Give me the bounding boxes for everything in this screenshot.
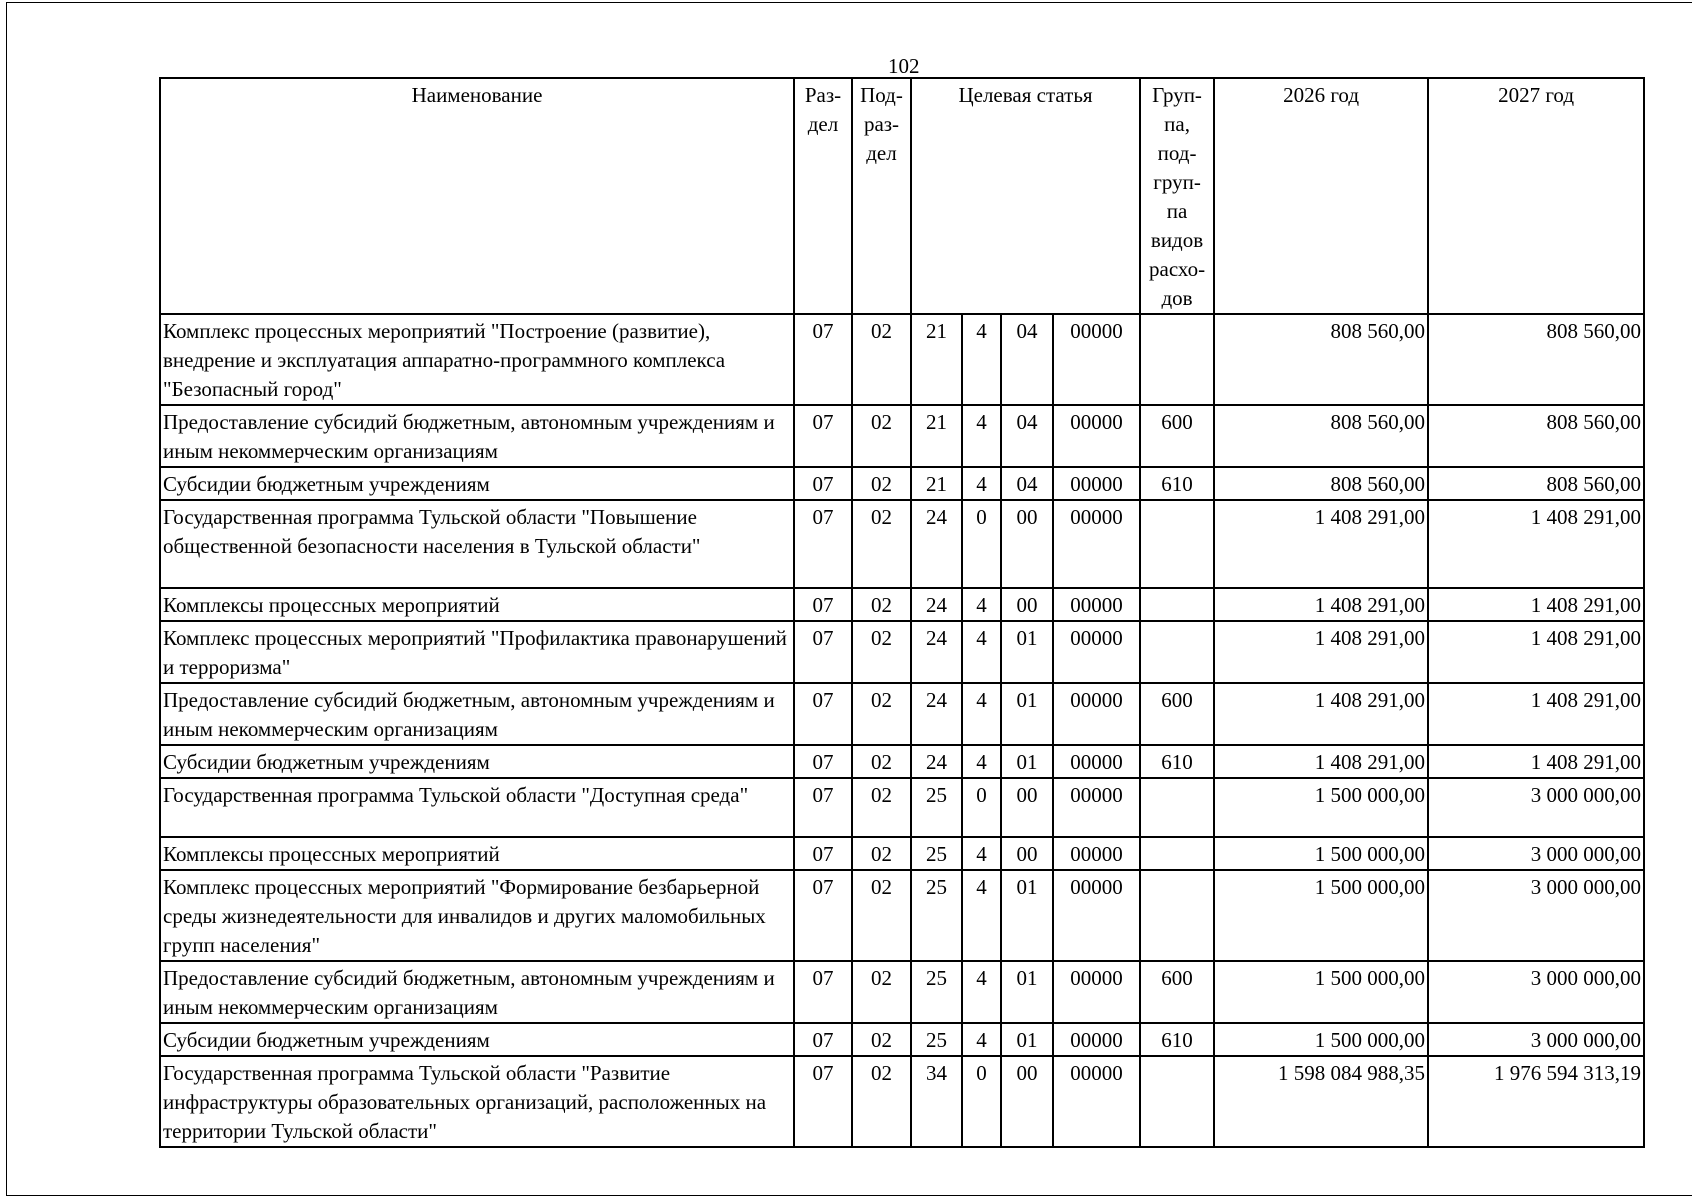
cell-name: Предоставление субсидий бюджетным, автономным учреждениям и иным некоммерческим организациям: [160, 405, 794, 467]
cell-target-sub: 01: [1001, 961, 1053, 1023]
cell-podrazdel: 02: [852, 1056, 911, 1147]
cell-name: Предоставление субсидий бюджетным, автономным учреждениям и иным некоммерческим организациям: [160, 683, 794, 745]
cell-2027: 808 560,00: [1428, 405, 1644, 467]
cell-razdel: 07: [794, 745, 852, 778]
cell-2027: 1 408 291,00: [1428, 588, 1644, 621]
cell-target-type: 4: [962, 961, 1001, 1023]
cell-group: [1140, 778, 1214, 837]
cell-group: [1140, 500, 1214, 588]
cell-2026: 1 500 000,00: [1214, 870, 1428, 961]
cell-target-program: 21: [911, 314, 962, 405]
cell-target-program: 25: [911, 870, 962, 961]
cell-group: [1140, 837, 1214, 870]
cell-target-type: 4: [962, 621, 1001, 683]
cell-2027: 808 560,00: [1428, 314, 1644, 405]
cell-2026: 1 500 000,00: [1214, 778, 1428, 837]
cell-podrazdel: 02: [852, 1023, 911, 1056]
cell-2026: 808 560,00: [1214, 314, 1428, 405]
cell-name: Государственная программа Тульской области "Доступная среда": [160, 778, 794, 837]
cell-target-direction: 00000: [1053, 405, 1140, 467]
cell-razdel: 07: [794, 314, 852, 405]
cell-2026: 808 560,00: [1214, 405, 1428, 467]
table-row: [160, 837, 1644, 870]
cell-group: 610: [1140, 1023, 1214, 1056]
cell-target-direction: 00000: [1053, 870, 1140, 961]
cell-target-type: 0: [962, 500, 1001, 588]
table-row: [160, 588, 1644, 621]
cell-razdel: 07: [794, 621, 852, 683]
cell-target-program: 25: [911, 1023, 962, 1056]
cell-podrazdel: 02: [852, 500, 911, 588]
header-name: Наименование: [160, 78, 794, 314]
cell-2027: 1 408 291,00: [1428, 745, 1644, 778]
cell-podrazdel: 02: [852, 405, 911, 467]
cell-2026: 1 408 291,00: [1214, 588, 1428, 621]
cell-podrazdel: 02: [852, 778, 911, 837]
page-number: 102: [888, 54, 920, 78]
cell-podrazdel: 02: [852, 870, 911, 961]
cell-razdel: 07: [794, 778, 852, 837]
cell-2026: 1 408 291,00: [1214, 745, 1428, 778]
table-row: [160, 314, 1644, 405]
cell-target-type: 4: [962, 467, 1001, 500]
cell-target-program: 24: [911, 588, 962, 621]
cell-target-program: 24: [911, 683, 962, 745]
cell-target-sub: 01: [1001, 745, 1053, 778]
cell-target-direction: 00000: [1053, 588, 1140, 621]
cell-group: 610: [1140, 467, 1214, 500]
cell-target-direction: 00000: [1053, 621, 1140, 683]
table-row: [160, 778, 1644, 837]
cell-target-type: 0: [962, 778, 1001, 837]
cell-target-type: 4: [962, 405, 1001, 467]
table-row: [160, 405, 1644, 467]
cell-podrazdel: 02: [852, 588, 911, 621]
cell-group: 610: [1140, 745, 1214, 778]
table-row: [160, 745, 1644, 778]
cell-podrazdel: 02: [852, 837, 911, 870]
cell-target-sub: 00: [1001, 500, 1053, 588]
cell-name: Предоставление субсидий бюджетным, автономным учреждениям и иным некоммерческим организациям: [160, 961, 794, 1023]
cell-name: Комплекс процессных мероприятий "Построение (развитие), внедрение и эксплуатация аппаратно-программного комплекса "Безопасный город": [160, 314, 794, 405]
cell-target-program: 25: [911, 778, 962, 837]
cell-podrazdel: 02: [852, 621, 911, 683]
cell-target-program: 24: [911, 745, 962, 778]
cell-2027: 1 408 291,00: [1428, 500, 1644, 588]
cell-group: [1140, 1056, 1214, 1147]
cell-2026: 1 500 000,00: [1214, 961, 1428, 1023]
cell-target-sub: 04: [1001, 467, 1053, 500]
cell-razdel: 07: [794, 405, 852, 467]
cell-target-direction: 00000: [1053, 961, 1140, 1023]
budget-table: [159, 77, 1645, 1148]
cell-target-direction: 00000: [1053, 314, 1140, 405]
cell-2026: 1 598 084 988,35: [1214, 1056, 1428, 1147]
cell-target-direction: 00000: [1053, 837, 1140, 870]
cell-group: 600: [1140, 961, 1214, 1023]
cell-razdel: 07: [794, 500, 852, 588]
cell-podrazdel: 02: [852, 683, 911, 745]
cell-target-direction: 00000: [1053, 778, 1140, 837]
cell-name: Субсидии бюджетным учреждениям: [160, 745, 794, 778]
cell-target-type: 4: [962, 1023, 1001, 1056]
cell-target-type: 4: [962, 745, 1001, 778]
table-row: [160, 467, 1644, 500]
cell-2027: 3 000 000,00: [1428, 837, 1644, 870]
cell-target-direction: 00000: [1053, 467, 1140, 500]
cell-razdel: 07: [794, 1023, 852, 1056]
header-razdel: Раз-дел: [794, 78, 852, 314]
cell-razdel: 07: [794, 1056, 852, 1147]
cell-2026: 808 560,00: [1214, 467, 1428, 500]
cell-name: Комплексы процессных мероприятий: [160, 588, 794, 621]
cell-2026: 1 408 291,00: [1214, 500, 1428, 588]
cell-2027: 808 560,00: [1428, 467, 1644, 500]
table-row: [160, 1056, 1644, 1147]
cell-target-direction: 00000: [1053, 683, 1140, 745]
cell-2027: 3 000 000,00: [1428, 870, 1644, 961]
cell-podrazdel: 02: [852, 467, 911, 500]
header-2027: 2027 год: [1428, 78, 1644, 314]
cell-2027: 1 408 291,00: [1428, 621, 1644, 683]
cell-podrazdel: 02: [852, 961, 911, 1023]
header-group: Груп-па, под-груп-па видов расхо-дов: [1140, 78, 1214, 314]
cell-razdel: 07: [794, 961, 852, 1023]
header-2026: 2026 год: [1214, 78, 1428, 314]
cell-target-program: 24: [911, 621, 962, 683]
cell-name: Комплекс процессных мероприятий "Профилактика правонарушений и терроризма": [160, 621, 794, 683]
cell-2026: 1 500 000,00: [1214, 837, 1428, 870]
cell-target-program: 21: [911, 405, 962, 467]
table-row: [160, 500, 1644, 588]
cell-target-sub: 00: [1001, 588, 1053, 621]
cell-razdel: 07: [794, 837, 852, 870]
cell-2026: 1 408 291,00: [1214, 621, 1428, 683]
cell-group: [1140, 314, 1214, 405]
cell-target-type: 4: [962, 588, 1001, 621]
cell-target-sub: 00: [1001, 837, 1053, 870]
cell-group: 600: [1140, 405, 1214, 467]
table-row: [160, 961, 1644, 1023]
header-target: Целевая статья: [911, 78, 1140, 314]
cell-podrazdel: 02: [852, 314, 911, 405]
table-row: [160, 870, 1644, 961]
cell-razdel: 07: [794, 588, 852, 621]
cell-target-direction: 00000: [1053, 1023, 1140, 1056]
cell-target-sub: 04: [1001, 405, 1053, 467]
cell-group: [1140, 588, 1214, 621]
cell-name: Государственная программа Тульской области "Повышение общественной безопасности населения в Тульской области": [160, 500, 794, 588]
table-body: [160, 314, 1644, 1147]
cell-target-program: 24: [911, 500, 962, 588]
cell-target-sub: 00: [1001, 1056, 1053, 1147]
cell-target-program: 25: [911, 961, 962, 1023]
cell-target-program: 25: [911, 837, 962, 870]
cell-target-sub: 01: [1001, 870, 1053, 961]
cell-target-direction: 00000: [1053, 500, 1140, 588]
cell-razdel: 07: [794, 683, 852, 745]
cell-name: Комплекс процессных мероприятий "Формирование безбарьерной среды жизнедеятельности для инвалидов и других маломобильных групп населения": [160, 870, 794, 961]
table-row: [160, 621, 1644, 683]
cell-razdel: 07: [794, 870, 852, 961]
table-row: [160, 1023, 1644, 1056]
cell-target-type: 4: [962, 837, 1001, 870]
cell-target-direction: 00000: [1053, 1056, 1140, 1147]
cell-group: [1140, 621, 1214, 683]
cell-group: [1140, 870, 1214, 961]
cell-name: Комплексы процессных мероприятий: [160, 837, 794, 870]
cell-razdel: 07: [794, 467, 852, 500]
cell-name: Субсидии бюджетным учреждениям: [160, 467, 794, 500]
cell-2027: 3 000 000,00: [1428, 1023, 1644, 1056]
cell-2026: 1 500 000,00: [1214, 1023, 1428, 1056]
cell-target-type: 4: [962, 870, 1001, 961]
cell-target-sub: 04: [1001, 314, 1053, 405]
cell-group: 600: [1140, 683, 1214, 745]
cell-target-type: 4: [962, 683, 1001, 745]
cell-2027: 1 408 291,00: [1428, 683, 1644, 745]
cell-target-type: 4: [962, 314, 1001, 405]
cell-2027: 3 000 000,00: [1428, 778, 1644, 837]
cell-target-type: 0: [962, 1056, 1001, 1147]
cell-target-sub: 01: [1001, 683, 1053, 745]
header-podrazdel: Под-раз-дел: [852, 78, 911, 314]
cell-target-program: 21: [911, 467, 962, 500]
cell-target-sub: 01: [1001, 1023, 1053, 1056]
cell-2027: 3 000 000,00: [1428, 961, 1644, 1023]
cell-2026: 1 408 291,00: [1214, 683, 1428, 745]
cell-name: Субсидии бюджетным учреждениям: [160, 1023, 794, 1056]
cell-podrazdel: 02: [852, 745, 911, 778]
cell-target-direction: 00000: [1053, 745, 1140, 778]
table-row: [160, 683, 1644, 745]
cell-target-sub: 01: [1001, 621, 1053, 683]
cell-target-sub: 00: [1001, 778, 1053, 837]
cell-name: Государственная программа Тульской области "Развитие инфраструктуры образовательных организаций, расположенных на территории Тульской области": [160, 1056, 794, 1147]
cell-target-program: 34: [911, 1056, 962, 1147]
cell-2027: 1 976 594 313,19: [1428, 1056, 1644, 1147]
